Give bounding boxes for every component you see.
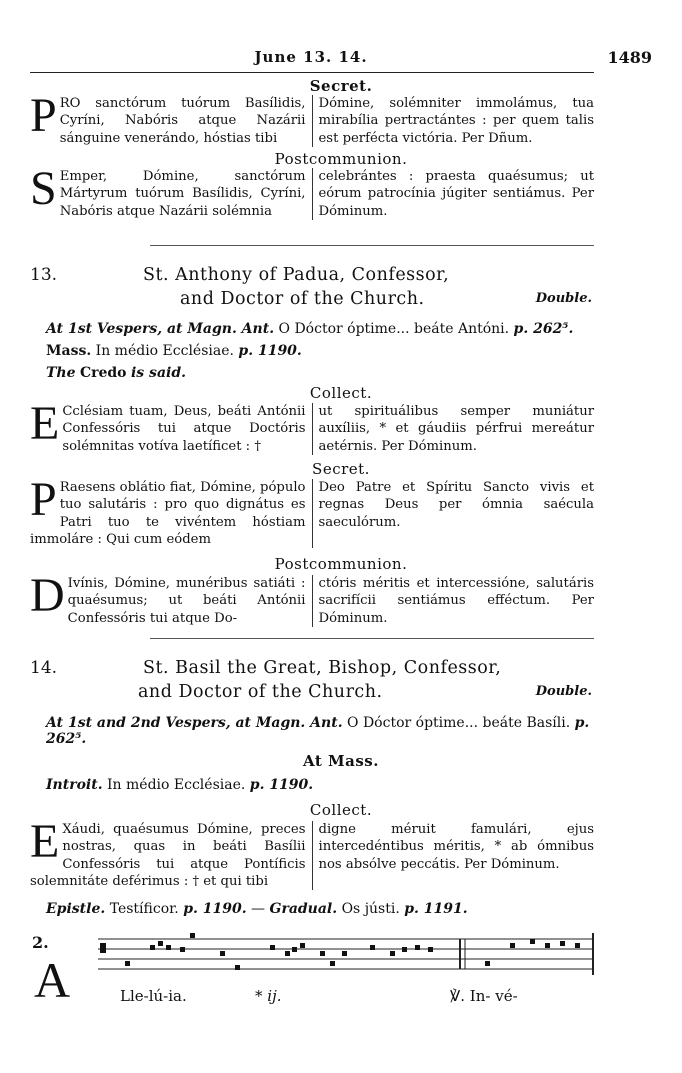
lyric-verse: ℣. In- vé-: [450, 987, 518, 1005]
section-title-line2: and Doctor of the Church.: [180, 289, 425, 309]
lyric-repeat: * ij.: [255, 987, 282, 1005]
secret-left: P Raesens oblátio fiat, Dómine, pópulo tuo salutáris : pro quo dignátus es Patri tuo te vivéntem hóstiam immoláre : Qui cum eódem: [30, 479, 313, 548]
chant-notation-icon: [30, 925, 594, 985]
collect-columns: [30, 397, 594, 455]
running-title: June 13. 14.: [254, 48, 368, 66]
drop-cap: E: [30, 815, 60, 868]
drop-cap: S: [30, 162, 57, 215]
collect-left: E Xáudi, quaésumus Dómine, preces nostras, quas in beáti Basílii Confessóris tui atque Pontíficis solemnitáte deférimus : † et qui tibi: [30, 821, 313, 890]
postcommunion-right: celebrántes : praesta quaésumus; ut eórum patrocínia júgiter sentiámus. Per Dóminum.: [318, 169, 594, 219]
rank: Double.: [535, 291, 592, 306]
vespers-line: At 1st Vespers, at Magn. Ant. O Dóctor óptime... beáte Antóni. p. 262⁵.: [46, 321, 574, 337]
introit-line: Introit. In médio Ecclésiae. p. 1190.: [46, 777, 314, 793]
section-number: 13.: [30, 265, 58, 285]
secret-left: PRO sanctórum tuórum Basílidis, Cyríni, Nabóris atque Nazárii sánguine venerándo, hóstias tibi: [30, 95, 313, 147]
drop-cap: P: [30, 473, 57, 526]
collect-heading: Collect.: [309, 384, 373, 402]
secret-heading: Secret.: [309, 77, 373, 95]
section-13-heading: [30, 265, 594, 315]
secret-columns: [30, 473, 594, 548]
secret-right: Deo Patre et Spíritu Sancto vivis et regnas Deus per ómnia saécula saeculórum.: [318, 480, 594, 530]
epistle-gradual-line: Epistle. Testíficor. p. 1190. — Gradual. Os jústi. p. 1191.: [46, 901, 468, 917]
at-mass-heading: At Mass.: [303, 752, 379, 770]
header-rule: [30, 72, 594, 73]
drop-cap: D: [30, 569, 65, 622]
drop-cap: P: [30, 89, 57, 142]
page-number: 1489: [607, 48, 652, 67]
section-title-line2: and Doctor of the Church.: [138, 682, 383, 702]
drop-cap: E: [30, 397, 60, 450]
credo-line: The Credo is said.: [46, 365, 186, 381]
postcommunion-heading: Postcommunion.: [274, 150, 408, 168]
page-header: [30, 48, 652, 70]
postcommunion-left: S Emper, Dómine, sanctórum Mártyrum tuórum Basílidis, Cyríni, Nabóris atque Nazárii solémnia: [30, 168, 313, 220]
collect-left: E Cclésiam tuam, Deus, beáti Antónii Confessóris tui atque Doctóris solémnitas votíva laetíficet : †: [30, 403, 313, 455]
secret-right: Dómine, solémniter immolámus, tua mirabília pertractántes : per quem talis est perfécta victória. Per Dñum.: [318, 96, 594, 146]
postcommunion-heading: Postcommunion.: [274, 555, 408, 573]
chant-initial: A: [34, 952, 71, 1008]
secret-columns: [30, 89, 594, 147]
rank: Double.: [535, 684, 592, 699]
section-title-line1: St. Basil the Great, Bishop, Confessor,: [143, 658, 502, 678]
postcommunion-left: D Ivínis, Dómine, munéribus satiáti : quaésumus; ut beáti Antónii Confessóris tui atque Do-: [30, 575, 313, 627]
mass-line: Mass. In médio Ecclésiae. p. 1190.: [46, 343, 302, 359]
section-number: 14.: [30, 658, 58, 678]
vespers-line: At 1st and 2nd Vespers, at Magn. Ant. O Dóctor óptime... beáte Basíli. p. 262⁵.: [46, 715, 590, 747]
section-rule: [150, 638, 594, 639]
collect-heading: Collect.: [309, 801, 373, 819]
collect-columns: [30, 815, 594, 890]
secret-heading: Secret.: [312, 460, 370, 478]
postcommunion-columns: [30, 162, 594, 220]
postcommunion-columns: [30, 569, 594, 627]
collect-right: ut spirituálibus semper muniátur auxíliis, * et gáudiis pérfrui mereátur aetérnis. Per Dóminum.: [318, 404, 594, 454]
section-title-line1: St. Anthony of Padua, Confessor,: [143, 265, 450, 285]
mode-number: 2.: [32, 933, 49, 952]
section-14-heading: [30, 658, 594, 708]
section-rule: [150, 245, 594, 246]
postcommunion-right: ctóris méritis et intercessióne, salutáris sacrifícii sentiámus efféctum. Per Dóminum.: [318, 576, 594, 626]
lyric-alleluia: Lle-lú-ia.: [120, 987, 187, 1005]
chant-staff: [30, 925, 594, 1025]
collect-right: digne méruit famulári, ejus intercedéntibus méritis, * ab ómnibus nos absólve peccátis. Per Dóminum.: [318, 822, 594, 872]
